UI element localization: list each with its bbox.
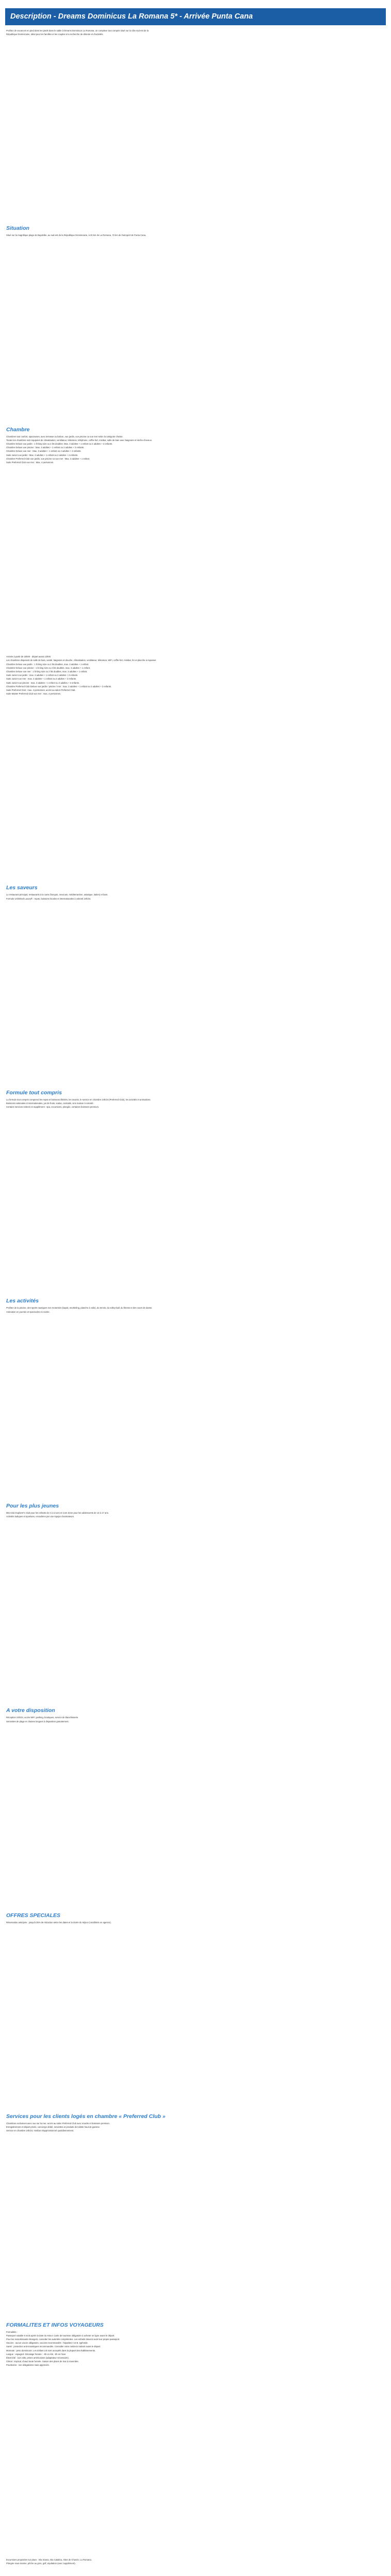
text-line: Service en chambre 24h/24, minibar réapprovisionné quotidiennement. — [6, 2129, 74, 2132]
section-title: Les saveurs — [6, 885, 38, 891]
section-disposition — [6, 1707, 385, 1723]
text-line: Chambre Preferred Club vue jardin, vue piscine ou vue mer : Max. 3 adultes + 1 enfant. — [6, 457, 90, 460]
text-line: Plongée sous-marine, pêche au gros, golf, équitation (avec supplément). — [6, 2562, 76, 2565]
section-title: Formule tout compris — [6, 1089, 62, 1096]
text-line: Excursions proposées sur place : Isla Saona, Isla Catalina, Altos de Chavón, La Romana. — [6, 2558, 92, 2561]
text-line: Toutes les chambres sont équipées de climatisation, ventilateur, télévision, téléphone, coffre-fort, minibar, salle de bain avec baignoire et sèche-cheveux. — [6, 438, 152, 442]
section-body — [6, 1511, 385, 1518]
text-line: Monnaie : peso dominicain. Les dollars US sont acceptés dans la plupart des établissements. — [6, 2349, 96, 2352]
text-line: Suite Junior vue jardin : Max. 3 adultes + 1 enfant ou 2 adultes + 2 enfants. — [6, 453, 78, 456]
text-line: Chambres exclusives avec vue sur la mer, accès au salon Preferred Club avec snacks et boissons premium. — [6, 2122, 110, 2125]
text-line: Suite Preferred Club : max. 4 personnes, accès au salon Preferred Club. — [6, 689, 76, 692]
text-line: Climat : tropical, chaud toute l'année. Saison des pluies de mai à novembre. — [6, 2360, 79, 2363]
section-title: Pour les plus jeunes — [6, 1502, 59, 1509]
text-line: Suite Master Preferred Club vue mer : max. 4 personnes. — [6, 692, 61, 696]
section-title: A votre disposition — [6, 1707, 55, 1714]
text-line: Réservation anticipée : jusqu'à 25% de réduction selon les dates et la durée du séjour (conditions en agence). — [6, 1921, 111, 1924]
text-line: Pour les ressortissants étrangers, consulter les autorités compétentes. Les enfants doivent avoir leur propre passeport. — [6, 2337, 120, 2341]
section-title: FORMALITES ET INFOS VOYAGEURS — [6, 2321, 104, 2328]
page-banner — [5, 8, 386, 25]
text-line: Chambres tout confort, spacieuses, avec terrasse ou balcon, vue jardin, vue piscine ou vue mer selon la catégorie choisie. — [6, 435, 123, 438]
section-chambres2 — [6, 653, 385, 696]
section-title: Situation — [6, 225, 29, 232]
text-line: Serviettes de plage et chaises longues à disposition gratuitement. — [6, 1720, 69, 1723]
section-enfants — [6, 1502, 385, 1518]
text-line: Vaccins : aucun vaccin obligatoire, vaccins recommandés : hépatites A et B, typhoïde. — [6, 2342, 88, 2345]
text-line: Santé : protection anti-moustiques recommandée. Consulter votre médecin traitant avant le départ. — [6, 2345, 101, 2348]
section-club — [6, 2113, 385, 2133]
text-line: Boissons nationales et internationales, jus de fruits, sodas, cocktails, vins maison à volonté. — [6, 1102, 94, 1105]
text-line: Suite Junior vue piscine : max. 3 adultes + 1 enfant ou 2 adultes + 2 enfants. — [6, 681, 80, 684]
section-title: Services pour les clients logés en chambre « Preferred Club » — [6, 2113, 166, 2120]
text-line: Mini-club Explorer's Club pour les enfants de 3 à 12 ans et Core Zone pour les adolescents de 13 à 17 ans. — [6, 1511, 109, 1514]
section-body — [6, 1921, 385, 1924]
text-line: Suite Junior vue mer : max. 3 adultes + 1 enfant ou 2 adultes + 2 enfants. — [6, 677, 77, 681]
text-line: Chambre Deluxe vue mer : Max. 3 adultes + 1 enfant ou 2 adultes + 2 enfants. — [6, 450, 82, 453]
text-line: Situé sur la magnifique plage de Bayahibe, au sud-est de la République Dominicaine, à 20 km de La Romana, 72 km de l'aéroport de Punta Cana. — [6, 234, 146, 237]
text-line: Activités ludiques et sportives, encadrées par une équipe d'animateurs. — [6, 1515, 75, 1518]
text-line: Formalités : — [6, 2330, 18, 2333]
text-line: Réception 24h/24, accès WiFi, parking, boutiques, service de blanchisserie. — [6, 1716, 79, 1719]
text-line: Passeport valable 6 mois après la date du retour. Carte de tourisme obligatoire à acheter en ligne avant le départ. — [6, 2334, 115, 2337]
section-body — [6, 893, 385, 900]
section-activites — [6, 1297, 385, 1313]
section-body — [6, 435, 385, 465]
section-title: Chambre — [6, 426, 30, 433]
text-line: Électricité : 110 volts, prises américaines (adaptateur nécessaire). — [6, 2356, 69, 2359]
text-line: Chambre Deluxe vue mer : 1 lit king size ou 2 lits doubles, max. 3 adultes + 1 enfant. — [6, 670, 88, 673]
text-line: Chambre Preferred Club Deluxe vue jardin / piscine / mer : max. 3 adultes + 1 enfant ou 2 adultes + 2 enfants. — [6, 685, 112, 688]
section-body — [6, 233, 385, 237]
section-body — [6, 2558, 385, 2565]
section-body — [6, 1098, 385, 1109]
text-line: Enregistrement et départ privés, concierge dédié, serviettes et produits de toilette haut de gamme. — [6, 2126, 101, 2129]
section-body — [6, 1716, 385, 1723]
section-body — [6, 655, 385, 696]
section-body — [6, 29, 385, 36]
section-formule — [6, 1089, 385, 1109]
section-offres — [6, 1912, 385, 1924]
text-line: Chambre Deluxe vue jardin : 1 lit king size ou 2 lits doubles. Max. 3 adultes + 1 enfant ou 2 adultes + 2 enfants. — [6, 443, 113, 446]
text-line: Profitez de vacances en pied dans les pieds dans le sable à Dreams Dominicus La Romana, un complexe tout compris situé sur la côte sud-est de la — [6, 29, 149, 32]
text-line: La formule tout compris comprend les repas et boissons illimités, les snacks, le service en chambre 24h/24 (Preferred Club), les activités et animations. — [6, 1098, 151, 1101]
section-chambres — [6, 426, 385, 465]
text-line: Chambre Deluxe vue piscine : Max. 3 adultes + 1 enfant ou 2 adultes + 2 enfants. — [6, 446, 85, 449]
text-line: Suite Junior vue jardin : max. 3 adultes + 1 enfant ou 2 adultes + 2 enfants. — [6, 674, 78, 677]
page-title: Description - Dreams Dominicus La Romana 5* - Arrivée Punta Cana — [10, 12, 253, 21]
text-line: République Dominicaine, idéal pour les familles et les couples à la recherche de détente et d'activités. — [6, 33, 104, 36]
text-line: Les chambres disposent de salle de bain, vanité, baignoire et douche, climatisation, ventilateur, télévision, WiFi, coffre-fort, minibar, fer et planche à repasser. — [6, 659, 157, 662]
text-line: Certains services restent en supplément : spa, excursions, plongée, certaines boissons premium. — [6, 1106, 100, 1109]
section-body — [6, 2330, 385, 2367]
text-line: Profitez de la piscine, des sports nautiques non motorisés (kayak, snorkeling, planche à voile), du tennis, du volley-ball, du fitness et des cours de danse. — [6, 1307, 153, 1310]
section-formalites — [6, 2321, 385, 2367]
text-line: Pourboires : non obligatoires mais appréciés. — [6, 2364, 50, 2367]
section-body — [6, 1306, 385, 1313]
section-intro — [6, 27, 385, 36]
section-loisirs — [6, 2556, 385, 2565]
text-line: Langue : espagnol. Décalage horaire : -6h en été, -5h en hiver. — [6, 2352, 67, 2355]
text-line: Arrivée à partir de 15h00 - départ avant 12h00. — [6, 655, 52, 658]
text-line: Le restaurant principal, restaurants à la carte (français, mexicain, méditerranéen, asiatique, italien) et bars. — [6, 893, 108, 896]
content — [0, 25, 391, 2576]
section-title: OFFRES SPECIALES — [6, 1912, 61, 1919]
section-situation — [6, 225, 385, 237]
text-line: Animation en journée et spectacles en soirée. — [6, 1310, 50, 1313]
text-line: Suite Preferred Club vue mer : Max. 4 personnes. — [6, 461, 54, 464]
text-line: Formule Unlimited-Luxury® : repas, boissons locales et internationales à volonté 24h/24. — [6, 897, 91, 900]
text-line: Chambre Deluxe vue piscine : 1 lit king size ou 2 lits doubles, max. 3 adultes + 1 enfant. — [6, 666, 91, 669]
text-line: Chambre Deluxe vue jardin : 1 lit king size ou 2 lits doubles, max. 3 adultes + 1 enfant. — [6, 663, 89, 666]
section-body — [6, 2122, 385, 2133]
section-services — [6, 884, 385, 900]
section-title: Les activités — [6, 1298, 39, 1304]
